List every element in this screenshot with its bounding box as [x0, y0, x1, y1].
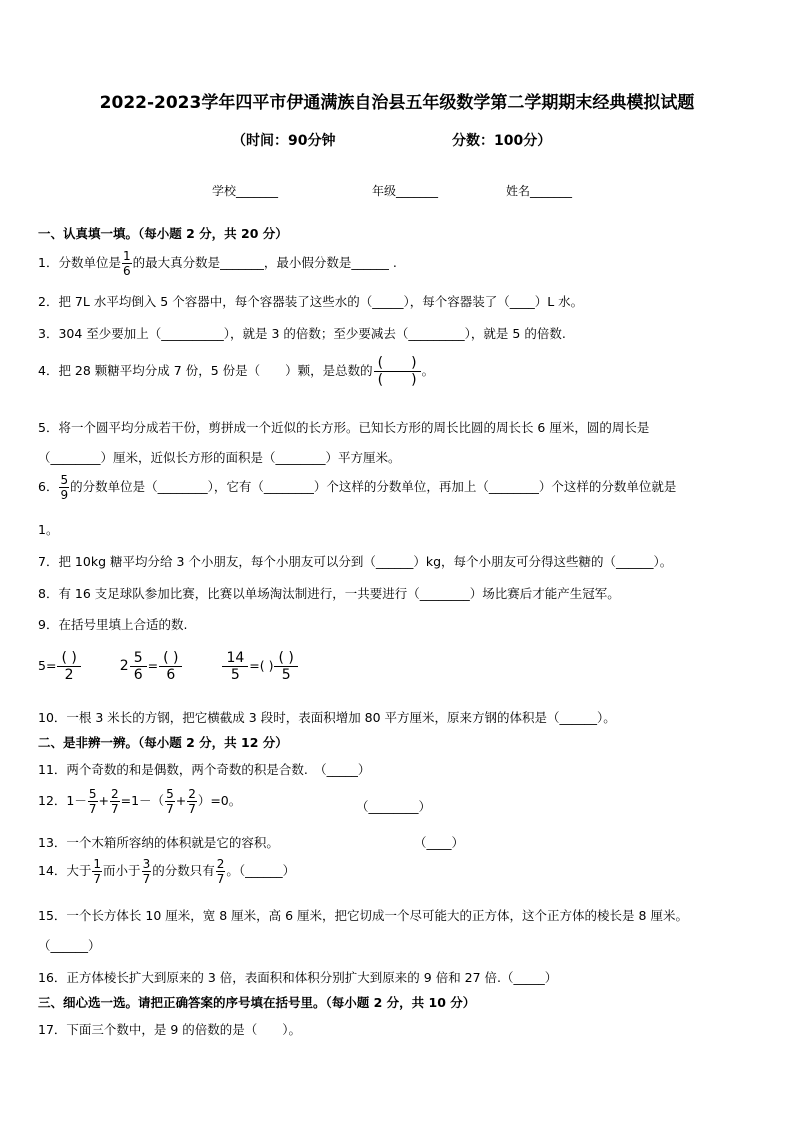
q9-e2-equals: =: [147, 658, 159, 673]
q9-e1-denominator: 2: [64, 667, 74, 683]
exam-time: （时间：90分钟: [232, 133, 336, 149]
q4-fraction: [374, 355, 421, 388]
grade-field: 年级_______: [372, 184, 439, 198]
question-11: 11．两个奇数的和是偶数，两个奇数的积是合数. （_____）: [38, 762, 371, 777]
q14-f1-denominator: 7: [93, 872, 102, 886]
q12-f3-numerator: 5: [166, 787, 174, 801]
q12-text-b: =1－（: [120, 793, 165, 808]
q14-f1-numerator: 1: [93, 857, 102, 871]
q12-f4-numerator: 2: [188, 787, 196, 801]
q12-fraction-3: [165, 788, 175, 815]
question-14: [38, 858, 295, 885]
q12-text-a: 12．1－: [38, 793, 87, 808]
question-3: 3．304 至少要加上（__________），就是 3 的倍数；至少要减去（_________），就是 5 的倍数.: [38, 326, 566, 341]
q14-f2-numerator: 3: [142, 857, 151, 871]
question-16: 16．正方体棱长扩大到原来的 3 倍，表面积和体积分别扩大到原来的 9 倍和 27 倍.（_____）: [38, 970, 558, 985]
q14-f2-denominator: 7: [142, 872, 151, 886]
question-4: [38, 355, 434, 388]
section-3-heading: 三、细心选一选。请把正确答案的序号填在括号里。（每小题 2 分，共 10 分）: [38, 995, 476, 1010]
question-6-continued: 1。: [38, 522, 59, 537]
q9-expressions: [38, 650, 299, 683]
q12-fraction-4: [187, 788, 197, 815]
q9-e2-fraction: [130, 650, 147, 683]
q12-f3-denominator: 7: [166, 802, 174, 816]
q12-fraction-2: [110, 788, 120, 815]
question-5-line-2: （________）厘米，近似长方形的面积是（________）平方厘米。: [38, 450, 401, 465]
q9-e1-fraction: [57, 650, 80, 683]
q12-f2-numerator: 2: [110, 787, 119, 801]
q9-e3-result-numerator: ( ): [274, 650, 297, 667]
question-17: 17．下面三个数中，是 9 的倍数的是（ ）。: [38, 1022, 302, 1037]
q14-text-b: 而小于: [103, 863, 141, 878]
question-6: [38, 474, 676, 501]
q1-text-a: 1．分数单位是: [38, 255, 121, 270]
question-10: 10．一根 3 米长的方钢，把它横截成 3 段时，表面积增加 80 平方厘米，原来方钢的体积是（______）。: [38, 710, 616, 725]
q9-e3-numerator: 14: [222, 650, 248, 667]
question-15-line-2: （______）: [38, 938, 101, 953]
q6-numerator: 5: [60, 473, 69, 487]
q12-f1-denominator: 7: [88, 802, 97, 816]
q6-text-a: 6．: [38, 479, 59, 494]
q9-e3-equals: =( ): [249, 658, 274, 673]
q14-f3-numerator: 2: [216, 857, 225, 871]
q14-text-d: 。（______）: [226, 863, 296, 878]
q14-fraction-3: [216, 858, 226, 885]
q9-e2-result-denominator: 6: [166, 667, 176, 683]
q9-e2-result: [159, 650, 182, 683]
q9-e3-denominator: 5: [230, 667, 240, 683]
q1-fraction: [122, 250, 132, 277]
q4-numerator: ( ): [374, 355, 421, 372]
school-field: 学校_______: [212, 184, 279, 198]
q14-text-a: 14．大于: [38, 863, 92, 878]
q13-answer-blank: （____）: [414, 835, 465, 850]
q1-text-b: 的最大真分数是_______，最小假分数是______ .: [132, 255, 397, 270]
name-field: 姓名_______: [506, 184, 573, 198]
q12-fraction-1: [88, 788, 98, 815]
q1-numerator: 1: [122, 249, 131, 263]
q14-f3-denominator: 7: [216, 872, 225, 886]
q1-denominator: 6: [122, 264, 131, 278]
question-1: [38, 250, 397, 277]
q9-e3-result: [274, 650, 297, 683]
q6-text-b: 的分数单位是（________），它有（________）个这样的分数单位，再加上（________）个这样的分数单位就是: [70, 479, 677, 494]
q9-e2-whole: 2: [119, 658, 129, 674]
q4-text-a: 4．把 28 颗糖平均分成 7 份，5 份是（ ）颗，是总数的: [38, 363, 373, 378]
q9-e3-result-denominator: 5: [281, 667, 291, 683]
q12-f2-denominator: 7: [110, 802, 119, 816]
section-2-heading: 二、是非辨一辨。（每小题 2 分，共 12 分）: [38, 735, 288, 750]
question-15-line-1: 15．一个长方体长 10 厘米，宽 8 厘米，高 6 厘米，把它切成一个尽可能大的正方体，这个正方体的棱长是 8 厘米。: [38, 908, 688, 923]
q12-plus-1: +: [98, 793, 109, 808]
q9-e2-denominator: 6: [133, 667, 143, 683]
q9-e1-left: 5=: [38, 658, 57, 673]
section-1-heading: 一、认真填一填。（每小题 2 分，共 20 分）: [38, 226, 288, 241]
question-2: 2．把 7L 水平均倒入 5 个容器中，每个容器装了这些水的（_____），每个容器装了（____）L 水。: [38, 294, 584, 309]
q9-e2-numerator: 5: [130, 650, 147, 667]
q12-f4-denominator: 7: [188, 802, 196, 816]
q9-e2-result-numerator: ( ): [159, 650, 182, 667]
question-8: 8．有 16 支足球队参加比赛，比赛以单场淘汰制进行，一共要进行（________）场比赛后才能产生冠军。: [38, 586, 620, 601]
q9-e1-numerator: ( ): [57, 650, 80, 667]
question-9: 9．在括号里填上合适的数.: [38, 617, 188, 632]
q12-f1-numerator: 5: [88, 787, 97, 801]
q4-text-b: 。: [421, 363, 435, 378]
q6-fraction: [59, 474, 69, 501]
q12-answer-blank: （________）: [356, 799, 432, 814]
question-13: 13．一个木箱所容纳的体积就是它的容积。: [38, 835, 279, 850]
q14-text-c: 的分数只有: [152, 863, 215, 878]
q9-e3-fraction: [222, 650, 248, 683]
question-12: [38, 788, 241, 815]
question-5-line-1: 5．将一个圆平均分成若干份，剪拼成一个近似的长方形。已知长方形的周长比圆的周长长 6 厘米，圆的周长是: [38, 420, 650, 435]
q14-fraction-2: [142, 858, 152, 885]
q12-plus-2: +: [175, 793, 187, 808]
page-title: 2022-2023学年四平市伊通满族自治县五年级数学第二学期期末经典模拟试题: [99, 93, 695, 113]
exam-score: 分数：100分）: [452, 133, 552, 149]
question-7: 7．把 10kg 糖平均分给 3 个小朋友，每个小朋友可以分到（______）kg，每个小朋友可分得这些糖的（______）。: [38, 554, 673, 569]
q12-text-c: ）=0。: [197, 793, 242, 808]
q4-denominator: ( ): [377, 372, 417, 388]
q14-fraction-1: [92, 858, 102, 885]
q6-denominator: 9: [60, 488, 69, 502]
